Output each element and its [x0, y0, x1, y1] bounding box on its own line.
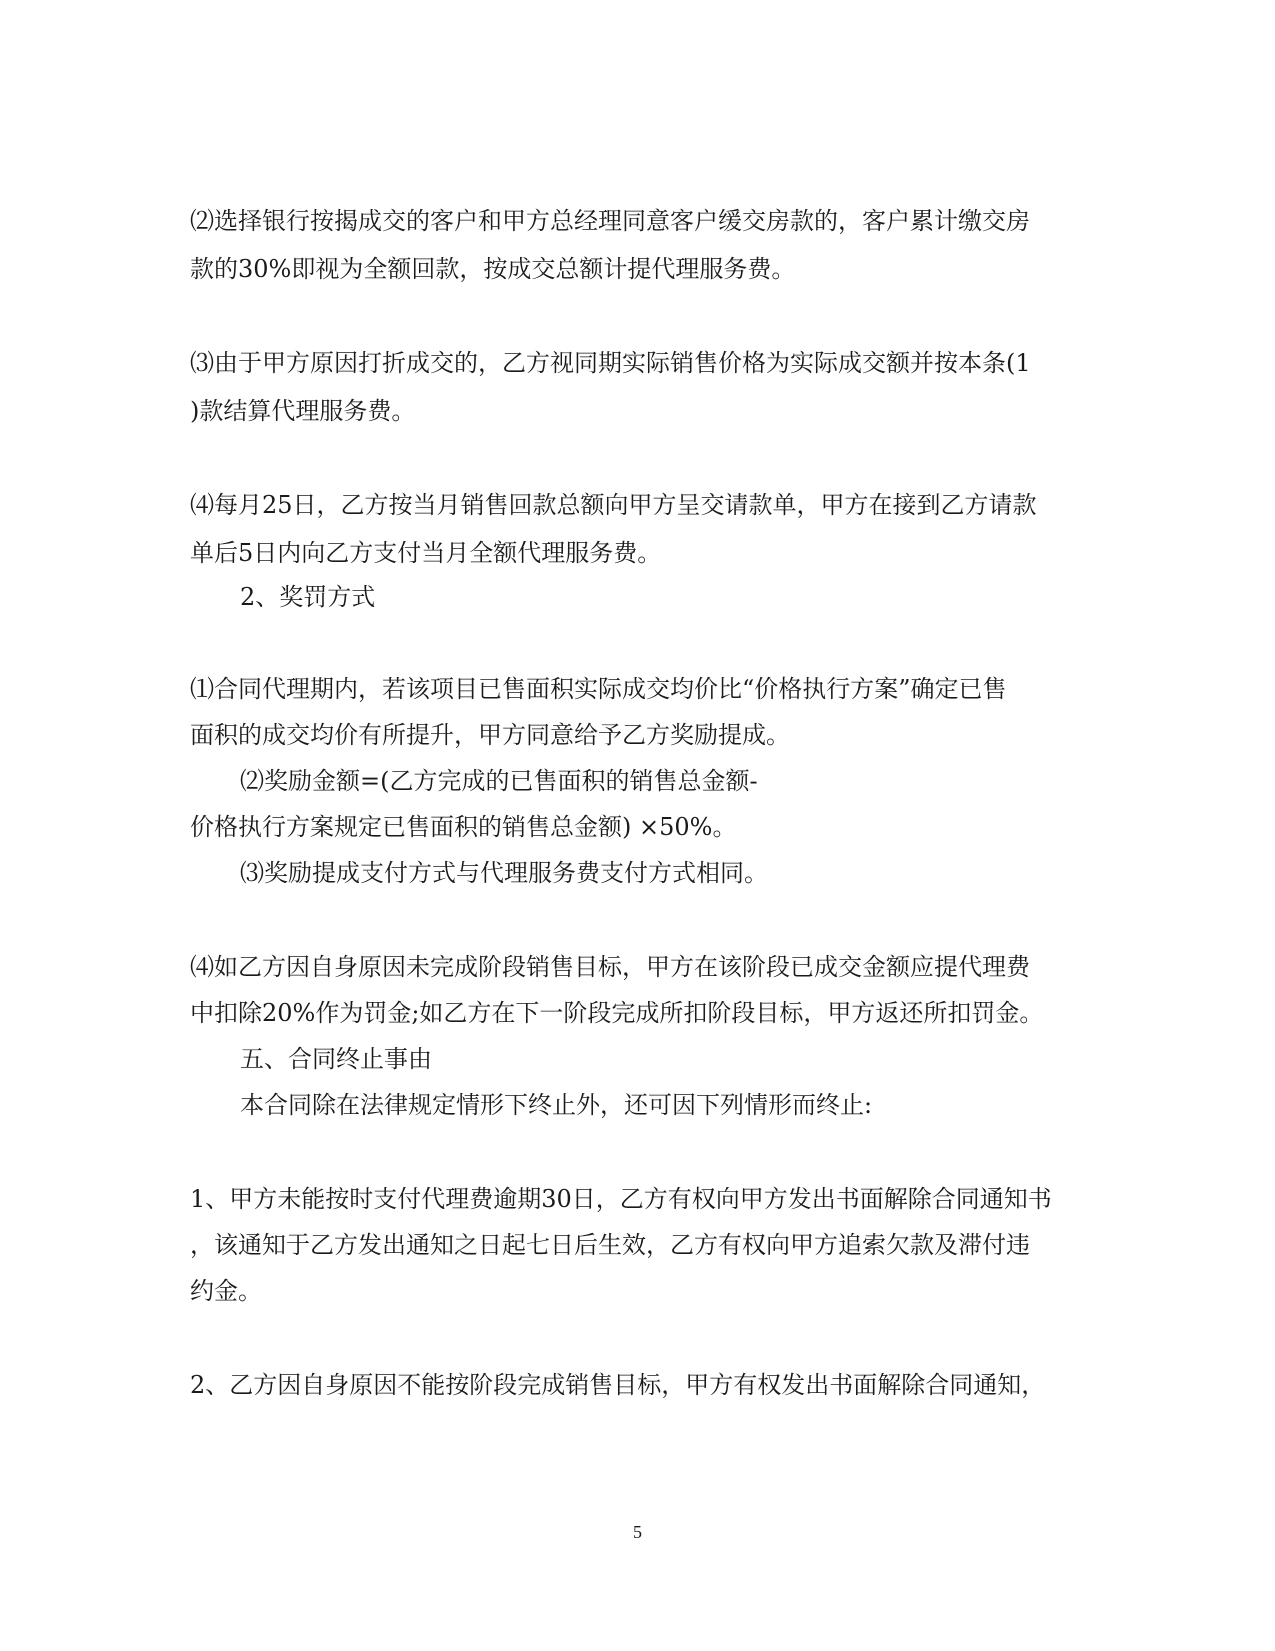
text-line: ⑶由于甲方原因打折成交的，乙方视同期实际销售价格为实际成交额并按本条(1	[190, 349, 1031, 377]
text-line: ⑷每月25日，乙方按当月销售回款总额向甲方呈交请款单，甲方在接到乙方请款	[190, 491, 1037, 519]
text-line: 中扣除20%作为罚金;如乙方在下一阶段完成所扣阶段目标，甲方返还所扣罚金。	[190, 999, 1044, 1027]
section-heading: 五、合同终止事由	[240, 1045, 432, 1073]
text-line: ⑶奖励提成支付方式与代理服务费支付方式相同。	[240, 859, 768, 887]
text-line: ，该通知于乙方发出通知之日起七日后生效，乙方有权向甲方追索欠款及滞付违	[190, 1231, 1030, 1259]
text-line: 面积的成交均价有所提升，甲方同意给予乙方奖励提成。	[190, 721, 790, 749]
text-line: 1、甲方未能按时支付代理费逾期30日，乙方有权向甲方发出书面解除合同通知书	[190, 1185, 1052, 1213]
text-line: 价格执行方案规定已售面积的销售总金额) ×50%。	[190, 813, 737, 841]
page-number: 5	[633, 1522, 642, 1542]
text-line: ⑴合同代理期内，若该项目已售面积实际成交均价比“价格执行方案”确定已售	[190, 675, 1007, 703]
section-heading: 2、奖罚方式	[240, 583, 376, 611]
text-line: ⑵奖励金额=(乙方完成的已售面积的销售总金额-	[240, 767, 758, 795]
text-line: 2、乙方因自身原因不能按阶段完成销售目标，甲方有权发出书面解除合同通知，	[190, 1371, 1046, 1399]
text-line: 单后5日内向乙方支付当月全额代理服务费。	[190, 539, 662, 567]
text-line: ⑷如乙方因自身原因未完成阶段销售目标，甲方在该阶段已成交金额应提代理费	[190, 953, 1030, 981]
text-line: 本合同除在法律规定情形下终止外，还可因下列情形而终止:	[240, 1091, 873, 1119]
text-line: 约金。	[190, 1277, 262, 1305]
text-line: 款的30%即视为全额回款，按成交总额计提代理服务费。	[190, 255, 796, 283]
text-line: )款结算代理服务费。	[190, 397, 416, 425]
text-line: ⑵选择银行按揭成交的客户和甲方总经理同意客户缓交房款的，客户累计缴交房	[190, 207, 1030, 235]
